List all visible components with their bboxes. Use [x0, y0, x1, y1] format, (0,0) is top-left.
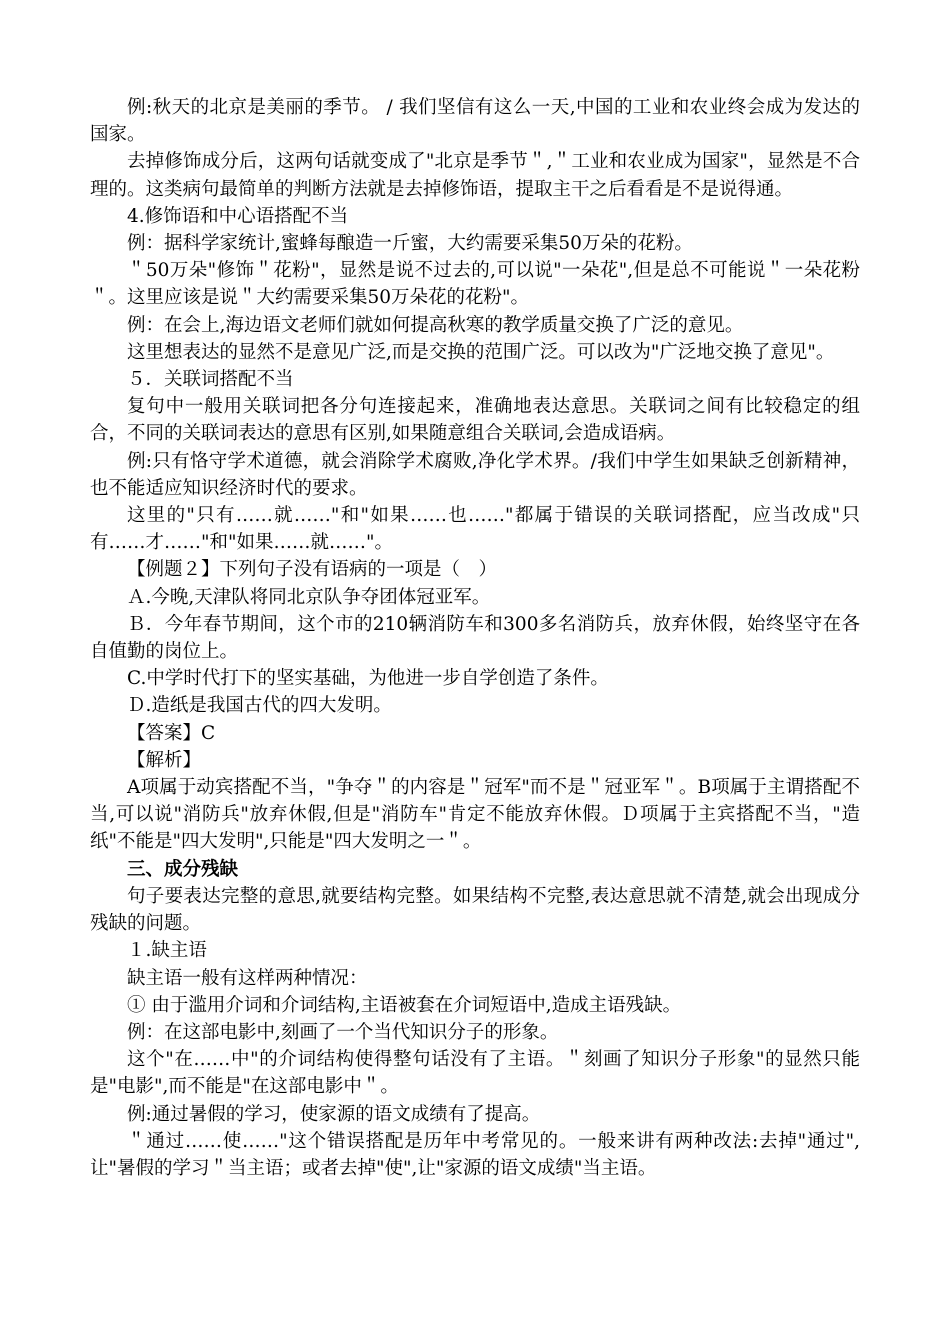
paragraph: 句子要表达完整的意思,就要结构完整。如果结构不完整,表达意思就不清楚,就会出现成分残缺的问题。: [90, 885, 860, 935]
paragraph: ＂通过……使……"这个错误搭配是历年中考常见的。一般来讲有两种改法:去掉"通过",让"暑假的学习＂当主语；或者去掉"使",让"家源的语文成绩"当主语。: [90, 1130, 860, 1179]
paragraph: 例:只有恪守学术道德，就会消除学术腐败,净化学术界。/我们中学生如果缺乏创新精神，也不能适应知识经济时代的要求。: [90, 450, 860, 499]
paragraph: 例：在这部电影中,刻画了一个当代知识分子的形象。: [127, 1021, 559, 1043]
option-a: Ａ.今晚,天津队将同北京队争夺团体冠亚军。: [127, 586, 491, 608]
paragraph: 这里想表达的显然不是意见广泛,而是交换的范围广泛。可以改为"广泛地交换了意见"。: [127, 341, 835, 363]
paragraph: ① 由于滥用介词和介词结构,主语被套在介词短语中,造成主语残缺。: [127, 994, 682, 1016]
option-c: C.中学时代打下的坚实基础，为他进一步自学创造了条件。: [127, 668, 609, 690]
document-page: [90, 94, 860, 1182]
paragraph: 去掉修饰成分后，这两句话就变成了"北京是季节＂,＂工业和农业成为国家"，显然是不合理的。这类病句最简单的判断方法就是去掉修饰语，提取主干之后看看是不是说得通。: [90, 151, 860, 200]
list-heading: ５．关联词搭配不当: [127, 369, 294, 391]
paragraph: ＂50万朵"修饰＂花粉"，显然是说不过去的,可以说"一朵花",但是总不可能说＂一朵花粉＂。这里应该是说＂大约需要采集50万朵花的花粉"。: [90, 260, 860, 309]
paragraph: 这里的"只有……就……"和"如果……也……"都属于错误的关联词搭配，应当改成"只有……才……"和"如果……就……"。: [90, 505, 860, 554]
paragraph: 例：在会上,海边语文老师们就如何提高秋寒的教学质量交换了广泛的意见。: [127, 314, 744, 336]
paragraph: 缺主语一般有这样两种情况：: [127, 967, 368, 989]
paragraph: 复句中一般用关联词把各分句连接起来，准确地表达意思。关联词之间有比较稳定的组合，不同的关联词表达的意思有区别,如果随意组合关联词,会造成语病。: [90, 396, 860, 445]
paragraph: 例:秋天的北京是美丽的季节。 / 我们坚信有这么一天,中国的工业和农业终会成为发达的国家。: [90, 97, 860, 146]
analysis-label: 【解析】: [127, 749, 202, 771]
analysis-text: A项属于动宾搭配不当，"争夺＂的内容是＂冠军"而不是＂冠亚军＂。B项属于主谓搭配不当,可以说"消防兵"放弃休假,但是"消防车"肯定不能放弃休假。Ｄ项属于主宾搭配不当，"造纸"不能是"四大发明",只能是"四大发明之一＂。: [90, 777, 860, 853]
paragraph: 例：据科学家统计,蜜蜂每酿造一斤蜜，大约需要采集50万朵的花粉。: [127, 233, 693, 255]
answer: 【答案】C: [127, 722, 216, 744]
paragraph: 例:通过暑假的学习，使家源的语文成绩有了提高。: [127, 1103, 541, 1125]
option-d: Ｄ.造纸是我国古代的四大发明。: [127, 695, 392, 717]
section-heading: 三、成分残缺: [127, 858, 239, 880]
example-question: 【例题２】下列句子没有语病的一项是（ ）: [127, 559, 498, 581]
list-heading: 4.修饰语和中心语搭配不当: [127, 205, 349, 227]
paragraph: 这个"在……中"的介词结构使得整句话没有了主语。＂刻画了知识分子形象"的显然只能是"电影",而不能是"在这部电影中＂。: [90, 1049, 860, 1098]
list-heading: １.缺主语: [127, 940, 207, 962]
option-b: Ｂ．今年春节期间，这个市的210辆消防车和300多名消防兵，放弃休假，始终坚守在各自值勤的岗位上。: [90, 613, 860, 663]
